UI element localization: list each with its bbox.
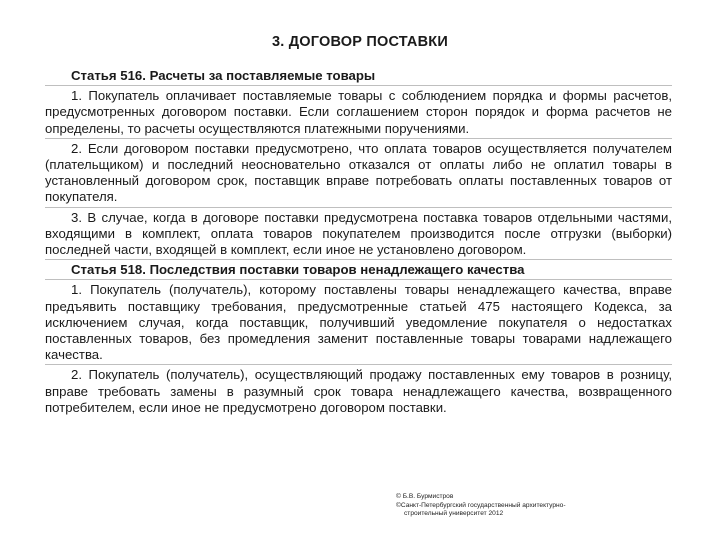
copyright-footer	[396, 493, 626, 519]
article-518-paragraph-1: 1. Покупатель (получатель), которому поставлены товары ненадлежащего качества, вправе предъявить поставщику требования, предусмотренные статьей 475 настоящего Кодекса, за исключением случая, когда поставщик, получивший уведомление покупателя о недостатках поставленных товаров, без промедления заменит поставленные товары товарами надлежащего качества.	[45, 282, 672, 363]
separator-line	[45, 259, 672, 260]
article-516-paragraph-1: 1. Покупатель оплачивает поставляемые товары с соблюдением порядка и формы расчетов, предусмотренных договором поставки. Если соглашением сторон порядок и форма расчетов не определены, то расчеты осуществляются платежными поручениями.	[45, 88, 672, 136]
article-518-paragraph-2: 2. Покупатель (получатель), осуществляющий продажу поставленных ему товаров в розницу, вправе требовать замены в разумный срок товара ненадлежащего качества, возвращенного потребителем, если иное не предусмотрено договором поставки.	[45, 367, 672, 415]
article-516-heading: Статья 516. Расчеты за поставляемые товары	[71, 68, 376, 83]
article-518-heading: Статья 518. Последствия поставки товаров ненадлежащего качества	[71, 262, 525, 278]
separator-line	[45, 85, 672, 86]
separator-line	[45, 364, 672, 365]
article-516-paragraph-3: 3. В случае, когда в договоре поставки предусмотрена поставка товаров отдельными частями, входящими в комплект, оплата товаров покупателем производится после отгрузки (выборки) последней части, входящей в комплект, если иное не установлено договором.	[45, 209, 672, 258]
page-title: 3. ДОГОВОР ПОСТАВКИ	[272, 34, 448, 50]
article-516-paragraph-2: 2. Если договором поставки предусмотрено, что оплата товаров осуществляется получателем (плательщиком) и последний неосновательно отказался от оплаты либо не оплатил товары в установленный договором срок, поставщик вправе потребовать оплаты поставленных товаров от покупателя.	[45, 140, 672, 205]
separator-line	[45, 138, 672, 139]
footer-university-cont: строительный университет 2012	[404, 510, 504, 518]
footer-university: ©Санкт-Петербургский государственный архитектурно-	[396, 501, 566, 509]
document-body	[45, 68, 672, 416]
separator-line	[45, 279, 672, 280]
footer-author: © Б.В. Бурмистров	[396, 493, 454, 500]
separator-line	[45, 207, 672, 208]
